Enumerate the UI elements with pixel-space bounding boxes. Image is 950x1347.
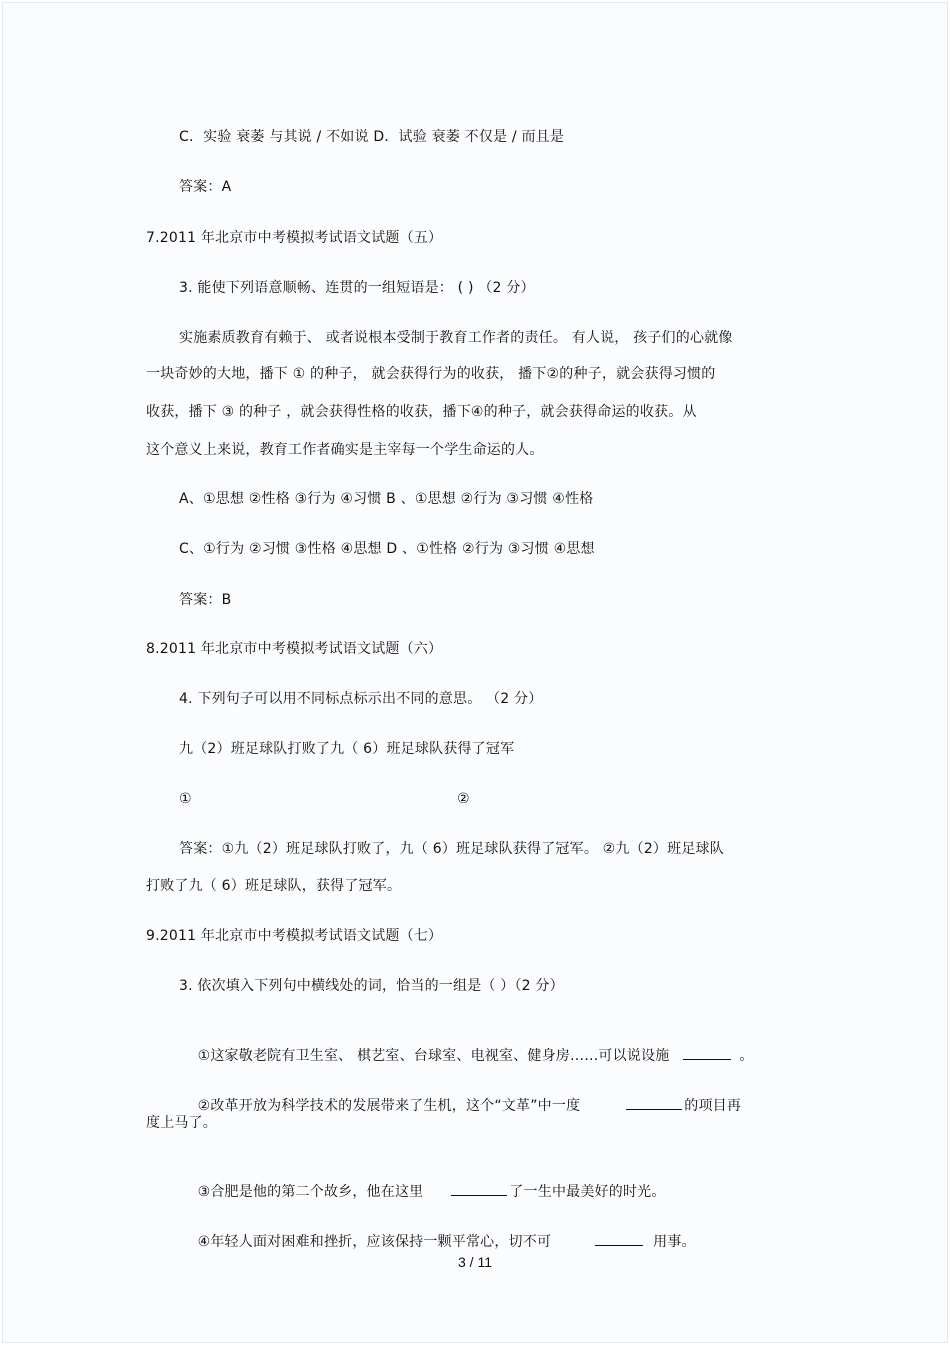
fill-text: ④年轻人面对困难和挫折，应该保持一颗平常心，切不可 — [197, 1234, 552, 1250]
answer-line: 答案：①九（2）班足球队打败了，九（ 6）班足球队获得了冠军。 ②九（2）班足球队 — [179, 841, 724, 857]
answer-line: 答案：B — [179, 592, 232, 608]
paragraph-line: 这个意义上来说，教育工作者确实是主宰每一个学生命运的人。 — [146, 442, 544, 458]
question-line: 3. 依次填入下列句中横线处的词，恰当的一组是（ ）（2 分） — [179, 978, 564, 994]
blank-line — [595, 1231, 643, 1246]
document-page — [2, 2, 948, 1343]
answer-line: 答案：A — [179, 179, 232, 195]
paragraph-line: 收获，播下 ③ 的种子 ，就会获得性格的收获，播下④的种子，就会获得命运的收获。从 — [146, 404, 697, 420]
blank-line — [451, 1181, 507, 1196]
fill-text: ①这家敬老院有卫生室、 棋艺室、台球室、电视室、健身房……可以说设施 — [197, 1048, 670, 1064]
paragraph-line: 一块奇妙的大地，播下 ① 的种子， 就会获得行为的收获， 播下②的种子，就会获得习惯的 — [146, 366, 716, 382]
page-number: 3 / 11 — [458, 1254, 492, 1270]
option-line-ab: A、①思想 ②性格 ③行为 ④习惯 B 、①思想 ②行为 ③习惯 ④性格 — [179, 491, 594, 507]
fill-text: 了一生中最美好的时光。 — [509, 1184, 666, 1200]
fill-text: 的项目再 — [684, 1098, 742, 1114]
answer-slot-1: ① — [179, 791, 192, 807]
fill-sentence-3 — [179, 1163, 666, 1219]
fill-text: ②改革开放为科学技术的发展带来了生机，这个“文革”中一度 — [197, 1098, 581, 1114]
fill-text: 用事。 — [653, 1234, 696, 1250]
fill-text: 。 — [739, 1048, 754, 1064]
fill-sentence-2-cont: 度上马了。 — [146, 1115, 217, 1131]
fill-sentence-1 — [179, 1027, 754, 1083]
blank-line — [626, 1095, 682, 1110]
answer-line: 打败了九（ 6）班足球队，获得了冠军。 — [146, 878, 402, 894]
option-line-cd: C．实验 衰萎 与其说 / 不如说 D．试验 衰萎 不仅是 / 而且是 — [179, 129, 565, 145]
section-heading-9: 9.2011 年北京市中考模拟考试语文试题（七） — [146, 928, 443, 944]
question-line: 4. 下列句子可以用不同标点标示出不同的意思。 （2 分） — [179, 691, 543, 707]
section-heading-8: 8.2011 年北京市中考模拟考试语文试题（六） — [146, 641, 443, 657]
answer-slot-2: ② — [457, 791, 470, 807]
fill-sentence-2 — [179, 1077, 741, 1133]
paragraph-line: 实施素质教育有赖于、 或者说根本受制于教育工作者的责任。 有人说， 孩子们的心就像 — [179, 330, 733, 346]
fill-text: ③合肥是他的第二个故乡，他在这里 — [197, 1184, 424, 1200]
question-line: 3. 能使下列语意顺畅、连贯的一组短语是： ( ) （2 分） — [179, 280, 535, 296]
section-heading-7: 7.2011 年北京市中考模拟考试语文试题（五） — [146, 230, 443, 246]
blank-line — [683, 1045, 731, 1060]
option-line-cd: C、①行为 ②习惯 ③性格 ④思想 D 、①性格 ②行为 ③习惯 ④思想 — [179, 541, 595, 557]
sentence-line: 九（2）班足球队打败了九（ 6）班足球队获得了冠军 — [179, 741, 515, 757]
